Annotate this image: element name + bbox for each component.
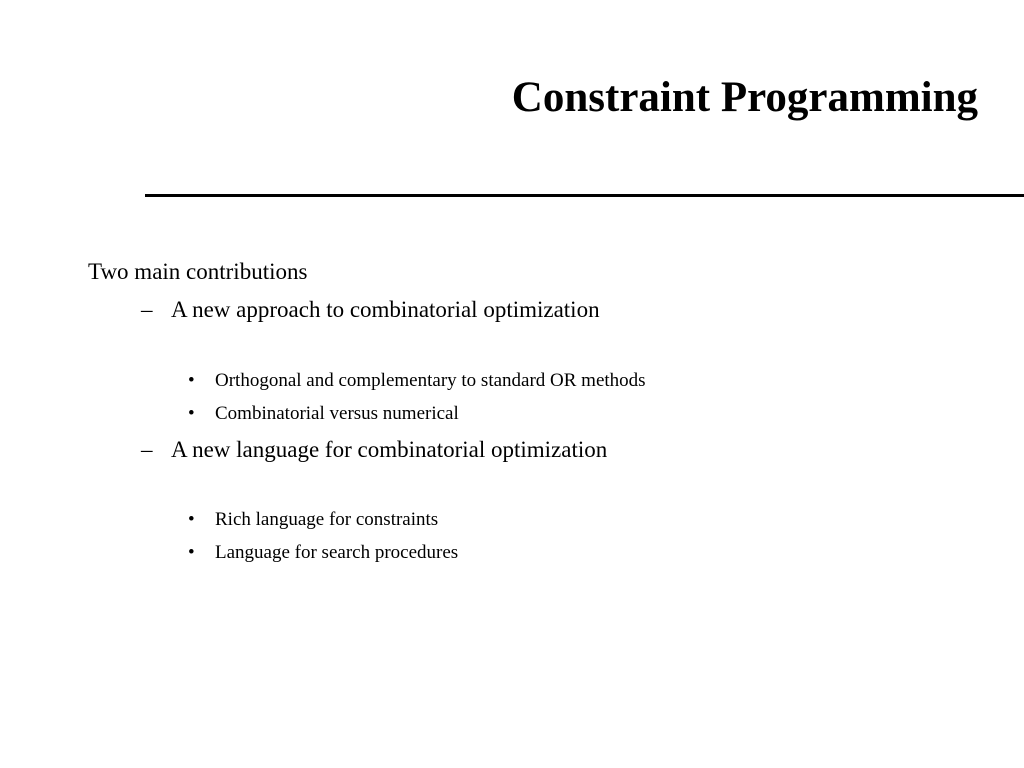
bullet-level3-search [188,543,458,562]
bullet-dot-marker: • [188,403,195,424]
bullet-text: Two main contributions [88,259,308,284]
bullet-text: Rich language for constraints [215,509,439,530]
bullet-level2-language [141,438,607,461]
slide-title: Constraint Programming [511,74,978,121]
bullet-level3-combinatorial [188,404,459,423]
bullet-dot-marker: • [188,509,195,530]
bullet-level3-rich-language [188,510,438,529]
dash-marker: – [141,297,153,322]
bullet-text: A new approach to combinatorial optimization [171,297,600,322]
bullet-level3-orthogonal [188,371,646,390]
bullet-dot-marker: • [188,542,195,563]
bullet-text: Orthogonal and complementary to standard OR methods [215,370,646,391]
dash-marker: – [141,437,153,462]
bullet-dot-marker: • [188,370,195,391]
bullet-text: Combinatorial versus numerical [215,403,459,424]
bullet-level2-approach [141,298,600,321]
bullet-level1-contributions [88,260,307,283]
bullet-text: A new language for combinatorial optimization [171,437,608,462]
bullet-text: Language for search procedures [215,542,459,563]
